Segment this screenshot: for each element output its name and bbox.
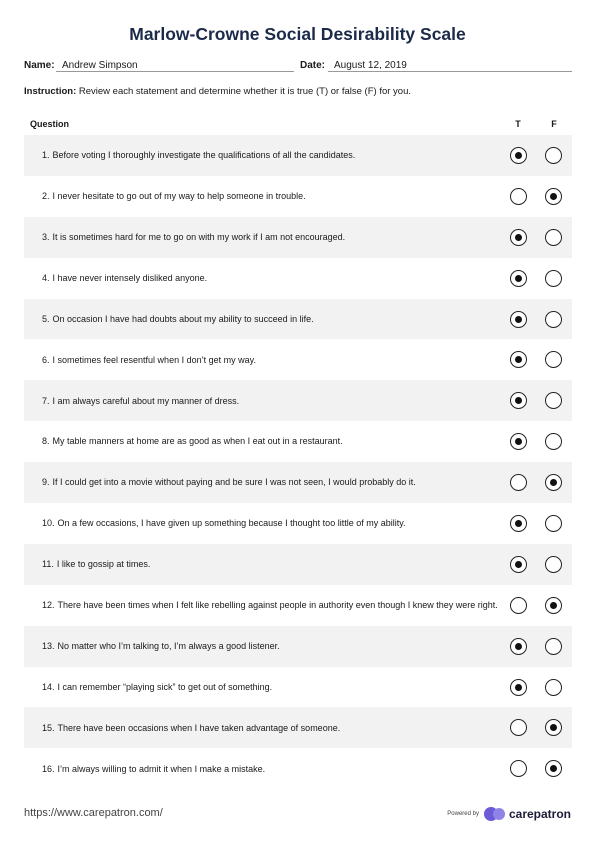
question-text xyxy=(42,503,498,544)
question-statement: I can remember “playing sick” to get out of something. xyxy=(57,681,273,692)
false-radio[interactable] xyxy=(545,229,562,246)
question-statement: I have never intensely disliked anyone. xyxy=(52,272,208,283)
question-statement: It is sometimes hard for me to go on with my work if I am not encouraged. xyxy=(52,231,346,242)
powered-by-label: Powered by xyxy=(447,811,479,817)
question-number: 6. xyxy=(42,354,50,365)
question-text xyxy=(42,462,498,503)
question-number: 4. xyxy=(42,272,50,283)
question-statement: If I could get into a movie without paying and be sure I was not seen, I would probably do it. xyxy=(52,477,416,488)
table-header xyxy=(24,119,572,131)
question-text xyxy=(42,380,498,421)
question-statement: On a few occasions, I have given up something because I thought too little of my ability. xyxy=(57,518,406,529)
radio-selected-dot xyxy=(550,724,557,731)
question-row xyxy=(24,217,572,258)
radio-selected-dot xyxy=(515,316,522,323)
radio-selected-dot xyxy=(515,152,522,159)
question-number: 15. xyxy=(42,722,55,733)
column-question: Question xyxy=(30,119,70,129)
false-radio[interactable] xyxy=(545,270,562,287)
radio-selected-dot xyxy=(515,275,522,282)
true-radio[interactable] xyxy=(510,597,527,614)
instruction-label: Instruction: xyxy=(24,86,77,97)
question-row xyxy=(24,135,572,176)
radio-selected-dot xyxy=(550,479,557,486)
question-text xyxy=(42,544,498,585)
question-statement: I am always careful about my manner of dress. xyxy=(52,395,240,406)
question-number: 5. xyxy=(42,313,50,324)
question-statement: I’m always willing to admit it when I make a mistake. xyxy=(57,763,266,774)
question-row xyxy=(24,585,572,626)
radio-selected-dot xyxy=(550,602,557,609)
question-row xyxy=(24,339,572,380)
false-radio[interactable] xyxy=(545,474,562,491)
question-number: 10. xyxy=(42,518,55,529)
true-radio[interactable] xyxy=(510,515,527,532)
question-row xyxy=(24,299,572,340)
question-number: 1. xyxy=(42,150,50,161)
question-statement: On occasion I have had doubts about my ability to succeed in life. xyxy=(52,313,314,324)
carepatron-logo-icon xyxy=(484,806,506,822)
false-radio[interactable] xyxy=(545,760,562,777)
question-number: 12. xyxy=(42,599,55,610)
column-true: T xyxy=(515,119,521,129)
false-radio[interactable] xyxy=(545,515,562,532)
true-radio[interactable] xyxy=(510,147,527,164)
radio-selected-dot xyxy=(515,234,522,241)
radio-selected-dot xyxy=(515,397,522,404)
question-row xyxy=(24,258,572,299)
footer-url[interactable]: https://www.carepatron.com/ xyxy=(24,807,163,819)
question-text xyxy=(42,339,498,380)
footer-brand xyxy=(447,805,571,823)
question-number: 16. xyxy=(42,763,55,774)
instruction-text: Review each statement and determine whether it is true (T) or false (F) for you. xyxy=(78,86,411,97)
question-text xyxy=(42,707,498,748)
question-text xyxy=(42,748,498,789)
radio-selected-dot xyxy=(515,520,522,527)
question-text xyxy=(42,585,498,626)
question-text xyxy=(42,421,498,462)
question-row xyxy=(24,503,572,544)
question-text xyxy=(42,667,498,708)
question-number: 13. xyxy=(42,640,55,651)
true-radio[interactable] xyxy=(510,474,527,491)
question-row xyxy=(24,380,572,421)
question-row xyxy=(24,421,572,462)
question-row xyxy=(24,462,572,503)
radio-selected-dot xyxy=(515,356,522,363)
radio-selected-dot xyxy=(515,684,522,691)
name-field[interactable]: Andrew Simpson xyxy=(56,60,294,72)
radio-selected-dot xyxy=(515,438,522,445)
true-radio[interactable] xyxy=(510,188,527,205)
question-number: 11. xyxy=(42,559,54,570)
question-statement: Before voting I thoroughly investigate the qualifications of all the candidates. xyxy=(52,150,356,161)
true-radio[interactable] xyxy=(510,351,527,368)
question-row xyxy=(24,707,572,748)
question-text xyxy=(42,176,498,217)
question-text xyxy=(42,299,498,340)
name-label: Name: xyxy=(24,60,55,71)
question-statement: I never hesitate to go out of my way to help someone in trouble. xyxy=(52,191,306,202)
false-radio[interactable] xyxy=(545,351,562,368)
true-radio[interactable] xyxy=(510,556,527,573)
true-radio[interactable] xyxy=(510,392,527,409)
question-row xyxy=(24,176,572,217)
instruction xyxy=(24,86,572,97)
false-radio[interactable] xyxy=(545,147,562,164)
column-false: F xyxy=(551,119,557,129)
date-field[interactable]: August 12, 2019 xyxy=(328,60,572,72)
question-number: 3. xyxy=(42,231,50,242)
question-number: 9. xyxy=(42,477,50,488)
page-title: Marlow-Crowne Social Desirability Scale xyxy=(129,24,466,44)
info-row xyxy=(24,60,572,74)
question-text xyxy=(42,258,498,299)
question-row xyxy=(24,544,572,585)
question-statement: No matter who I’m talking to, I’m always a good listener. xyxy=(57,640,280,651)
false-radio[interactable] xyxy=(545,392,562,409)
false-radio[interactable] xyxy=(545,597,562,614)
false-radio[interactable] xyxy=(545,719,562,736)
true-radio[interactable] xyxy=(510,679,527,696)
true-radio[interactable] xyxy=(510,270,527,287)
question-statement: I like to gossip at times. xyxy=(56,559,151,570)
question-statement: There have been times when I felt like rebelling against people in authority even though I knew they were right. xyxy=(57,599,498,610)
question-row xyxy=(24,667,572,708)
question-row xyxy=(24,748,572,789)
true-radio[interactable] xyxy=(510,229,527,246)
false-radio[interactable] xyxy=(545,679,562,696)
question-text xyxy=(42,135,498,176)
true-radio[interactable] xyxy=(510,638,527,655)
radio-selected-dot xyxy=(550,765,557,772)
false-radio[interactable] xyxy=(545,188,562,205)
false-radio[interactable] xyxy=(545,433,562,450)
question-number: 7. xyxy=(42,395,50,406)
question-list xyxy=(24,135,572,789)
brand-name: carepatron xyxy=(508,807,571,821)
question-statement: There have been occasions when I have taken advantage of someone. xyxy=(57,722,341,733)
question-number: 14. xyxy=(42,681,55,692)
true-radio[interactable] xyxy=(510,760,527,777)
question-text xyxy=(42,626,498,667)
question-statement: I sometimes feel resentful when I don’t get my way. xyxy=(52,354,256,365)
radio-selected-dot xyxy=(550,193,557,200)
radio-selected-dot xyxy=(515,643,522,650)
true-radio[interactable] xyxy=(510,433,527,450)
question-row xyxy=(24,626,572,667)
true-radio[interactable] xyxy=(510,719,527,736)
true-radio[interactable] xyxy=(510,311,527,328)
question-statement: My table manners at home are as good as when I eat out in a restaurant. xyxy=(52,436,343,447)
radio-selected-dot xyxy=(515,561,522,568)
date-label: Date: xyxy=(300,60,326,71)
question-text xyxy=(42,217,498,258)
question-number: 8. xyxy=(42,436,50,447)
false-radio[interactable] xyxy=(545,556,562,573)
false-radio[interactable] xyxy=(545,311,562,328)
false-radio[interactable] xyxy=(545,638,562,655)
question-number: 2. xyxy=(42,191,50,202)
